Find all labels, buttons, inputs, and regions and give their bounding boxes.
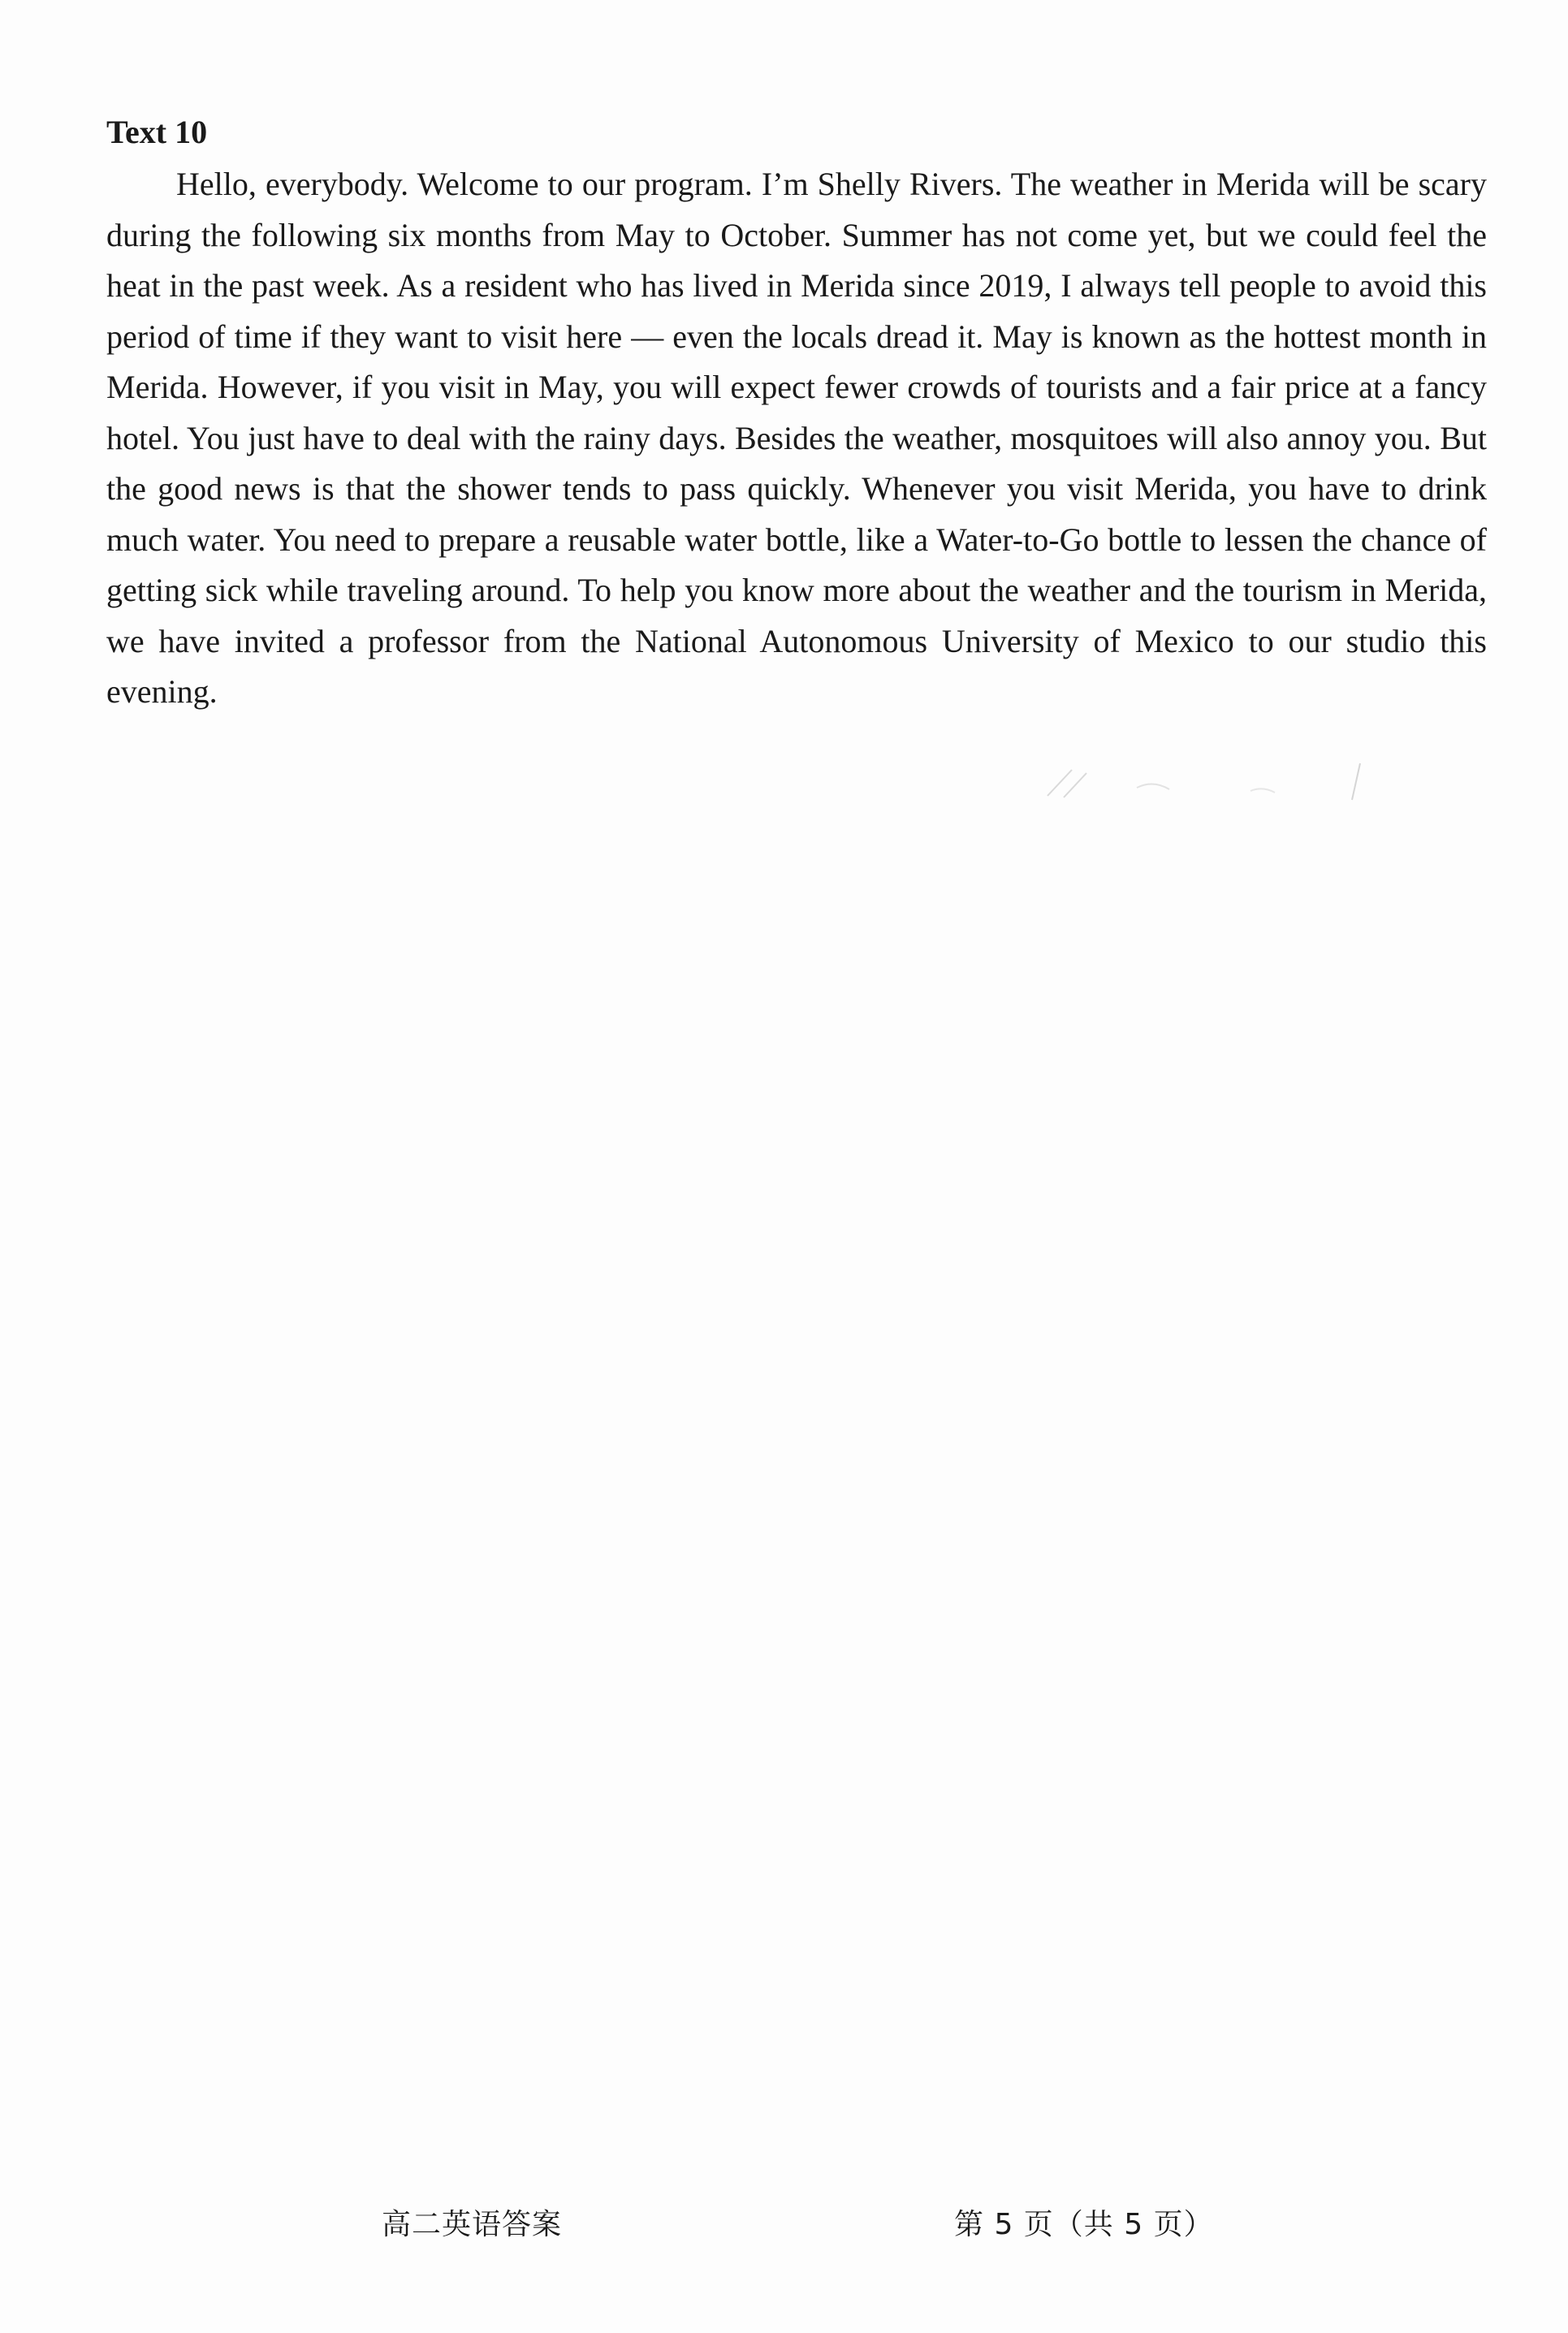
passage-paragraph: Hello, everybody. Welcome to our program. I’m Shelly Rivers. The weather in Merida will be scary during the following six months from May to October. Summer has not come yet, but we could feel the heat in the past week. As a resident who has lived in Merida since 2019, I always tell people to avoid this period of time if they want to visit here — even the locals dread it. May is known as the hottest month in Merida. However, if you visit in May, you will expect fewer crowds of tourists and a fair price at a fancy hotel. You just have to deal with the rainy days. Besides the weather, mosquitoes will also annoy you. But the good news is that the shower tends to pass quickly. Whenever you visit Merida, you have to drink much water. You need to prepare a reusable water bottle, like a Water-to-Go bottle to lessen the chance of getting sick while traveling around. To help you know more about the weather and the tourism in Merida, we have invited a professor from the National Autonomous University of Mexico to our studio this evening. [106, 166, 1487, 710]
footer-page-number: 第 5 页（共 5 页） [954, 2208, 1214, 2241]
footer-document-label: 高二英语答案 [382, 2208, 563, 2241]
section-title: Text 10 [106, 114, 208, 150]
pencil-scribble-mark [1039, 755, 1380, 804]
